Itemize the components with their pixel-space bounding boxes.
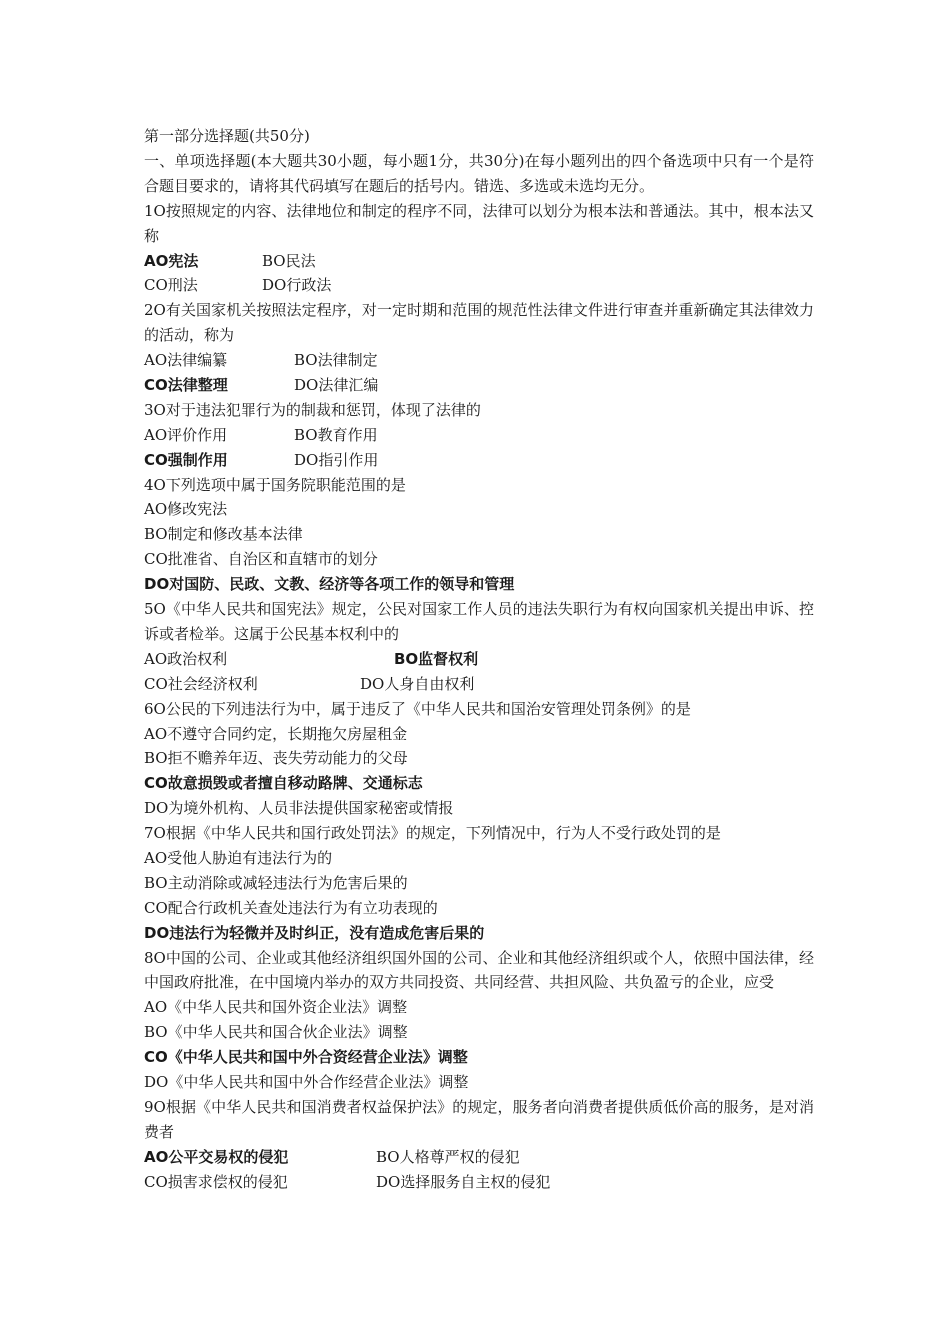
question-5-stem: 5O《中华人民共和国宪法》规定，公民对国家工作人员的违法失职行为有权向国家机关提出申诉、控诉或者检举。这属于公民基本权利中的 bbox=[144, 600, 814, 643]
option-c: CO《中华人民共和国中外合资经营企业法》调整 bbox=[144, 1048, 468, 1067]
option-a: AO评价作用 bbox=[144, 425, 228, 444]
option-c: CO社会经济权利 bbox=[144, 674, 258, 693]
option-d: DO违法行为轻微并及时纠正，没有造成危害后果的 bbox=[144, 923, 485, 942]
option-b: BO《中华人民共和国合伙企业法》调整 bbox=[144, 1023, 408, 1042]
instructions: 一、单项选择题(本大题共30小题，每小题1分，共30分)在每小题列出的四个备选项中只有一个是符合题目要求的，请将其代码填写在题后的括号内。错选、多选或未选均无分。 bbox=[144, 151, 814, 195]
option-a: AO不遵守合同约定，长期拖欠房屋租金 bbox=[144, 724, 408, 743]
option-c: CO法律整理 bbox=[144, 376, 228, 394]
question-2-stem: 2O有关国家机关按照法定程序，对一定时期和范围的规范性法律文件进行审查并重新确定其法律效力的活动，称为 bbox=[144, 301, 814, 345]
option-b: BO制定和修改基本法律 bbox=[144, 525, 303, 544]
section-title: 第一部分选择题(共50分) bbox=[144, 127, 310, 145]
question-3-stem: 3O对于违法犯罪行为的制裁和惩罚，体现了法律的 bbox=[144, 400, 481, 419]
option-b: BO主动消除或减轻违法行为危害后果的 bbox=[144, 873, 408, 892]
option-a: AO公平交易权的侵犯 bbox=[144, 1147, 289, 1166]
option-c: CO损害求偿权的侵犯 bbox=[144, 1172, 288, 1191]
option-c: CO批准省、自治区和直辖市的划分 bbox=[144, 550, 378, 569]
question-8-stem: 8O中国的公司、企业或其他经济组织国外国的公司、企业和其他经济组织或个人，依照中国法律，经中国政府批准，在中国境内举办的双方共同投资、共同经营、共担风险、共负盈亏的企业，应受 bbox=[144, 948, 814, 992]
option-d: DO为境外机构、人员非法提供国家秘密或情报 bbox=[144, 799, 454, 818]
option-d: DO选择服务自主权的侵犯 bbox=[376, 1172, 551, 1191]
question-5-options-row-1 bbox=[144, 647, 814, 672]
question-2-options-row-1 bbox=[144, 348, 814, 373]
option-b: BO监督权利 bbox=[394, 649, 479, 668]
option-a: AO受他人胁迫有违法行为的 bbox=[144, 848, 333, 867]
question-1-options-row-1 bbox=[144, 249, 814, 274]
question-9-options-row-1 bbox=[144, 1145, 814, 1170]
question-2-options-row-2 bbox=[144, 373, 814, 398]
question-1-stem: 1O按照规定的内容、法律地位和制定的程序不同，法律可以划分为根本法和普通法。其中，根本法又称 bbox=[144, 201, 814, 245]
option-a: AO《中华人民共和国外资企业法》调整 bbox=[144, 998, 408, 1017]
question-4-stem: 4O下列选项中属于国务院职能范围的是 bbox=[144, 475, 406, 494]
question-9-stem: 9O根据《中华人民共和国消费者权益保护法》的规定，服务者向消费者提供质低价高的服务，是对消费者 bbox=[144, 1097, 814, 1141]
question-9-options-row-2 bbox=[144, 1170, 814, 1195]
option-d: DO行政法 bbox=[262, 276, 332, 295]
option-d: DO《中华人民共和国中外合作经营企业法》调整 bbox=[144, 1073, 469, 1091]
question-1-options-row-2 bbox=[144, 273, 814, 298]
question-5-options-row-2 bbox=[144, 672, 814, 697]
option-c: CO配合行政机关查处违法行为有立功表现的 bbox=[144, 898, 438, 917]
option-a: AO修改宪法 bbox=[144, 500, 228, 519]
question-3-options-row-2 bbox=[144, 448, 814, 473]
option-b: BO拒不赡养年迈、丧失劳动能力的父母 bbox=[144, 749, 408, 768]
option-a: AO法律编纂 bbox=[144, 351, 228, 370]
option-d: DO指引作用 bbox=[294, 450, 379, 469]
question-3-options-row-1 bbox=[144, 423, 814, 448]
question-6-stem: 6O公民的下列违法行为中，属于违反了《中华人民共和国治安管理处罚条例》的是 bbox=[144, 699, 691, 718]
option-a: AO宪法 bbox=[144, 251, 199, 270]
option-d: DO对国防、民政、文教、经济等各项工作的领导和管理 bbox=[144, 575, 515, 594]
option-a: AO政治权利 bbox=[144, 649, 228, 668]
option-b: BO民法 bbox=[262, 251, 316, 270]
option-d: DO法律汇编 bbox=[294, 376, 379, 394]
option-d: DO人身自由权利 bbox=[360, 674, 475, 693]
option-c: CO刑法 bbox=[144, 276, 198, 295]
option-b: BO人格尊严权的侵犯 bbox=[376, 1147, 520, 1166]
option-b: BO教育作用 bbox=[294, 425, 378, 444]
option-c: CO故意损毁或者擅自移动路牌、交通标志 bbox=[144, 774, 423, 793]
option-c: CO强制作用 bbox=[144, 450, 228, 469]
option-b: BO法律制定 bbox=[294, 351, 378, 370]
exam-page bbox=[144, 124, 814, 1194]
question-7-stem: 7O根据《中华人民共和国行政处罚法》的规定，下列情况中，行为人不受行政处罚的是 bbox=[144, 824, 721, 843]
